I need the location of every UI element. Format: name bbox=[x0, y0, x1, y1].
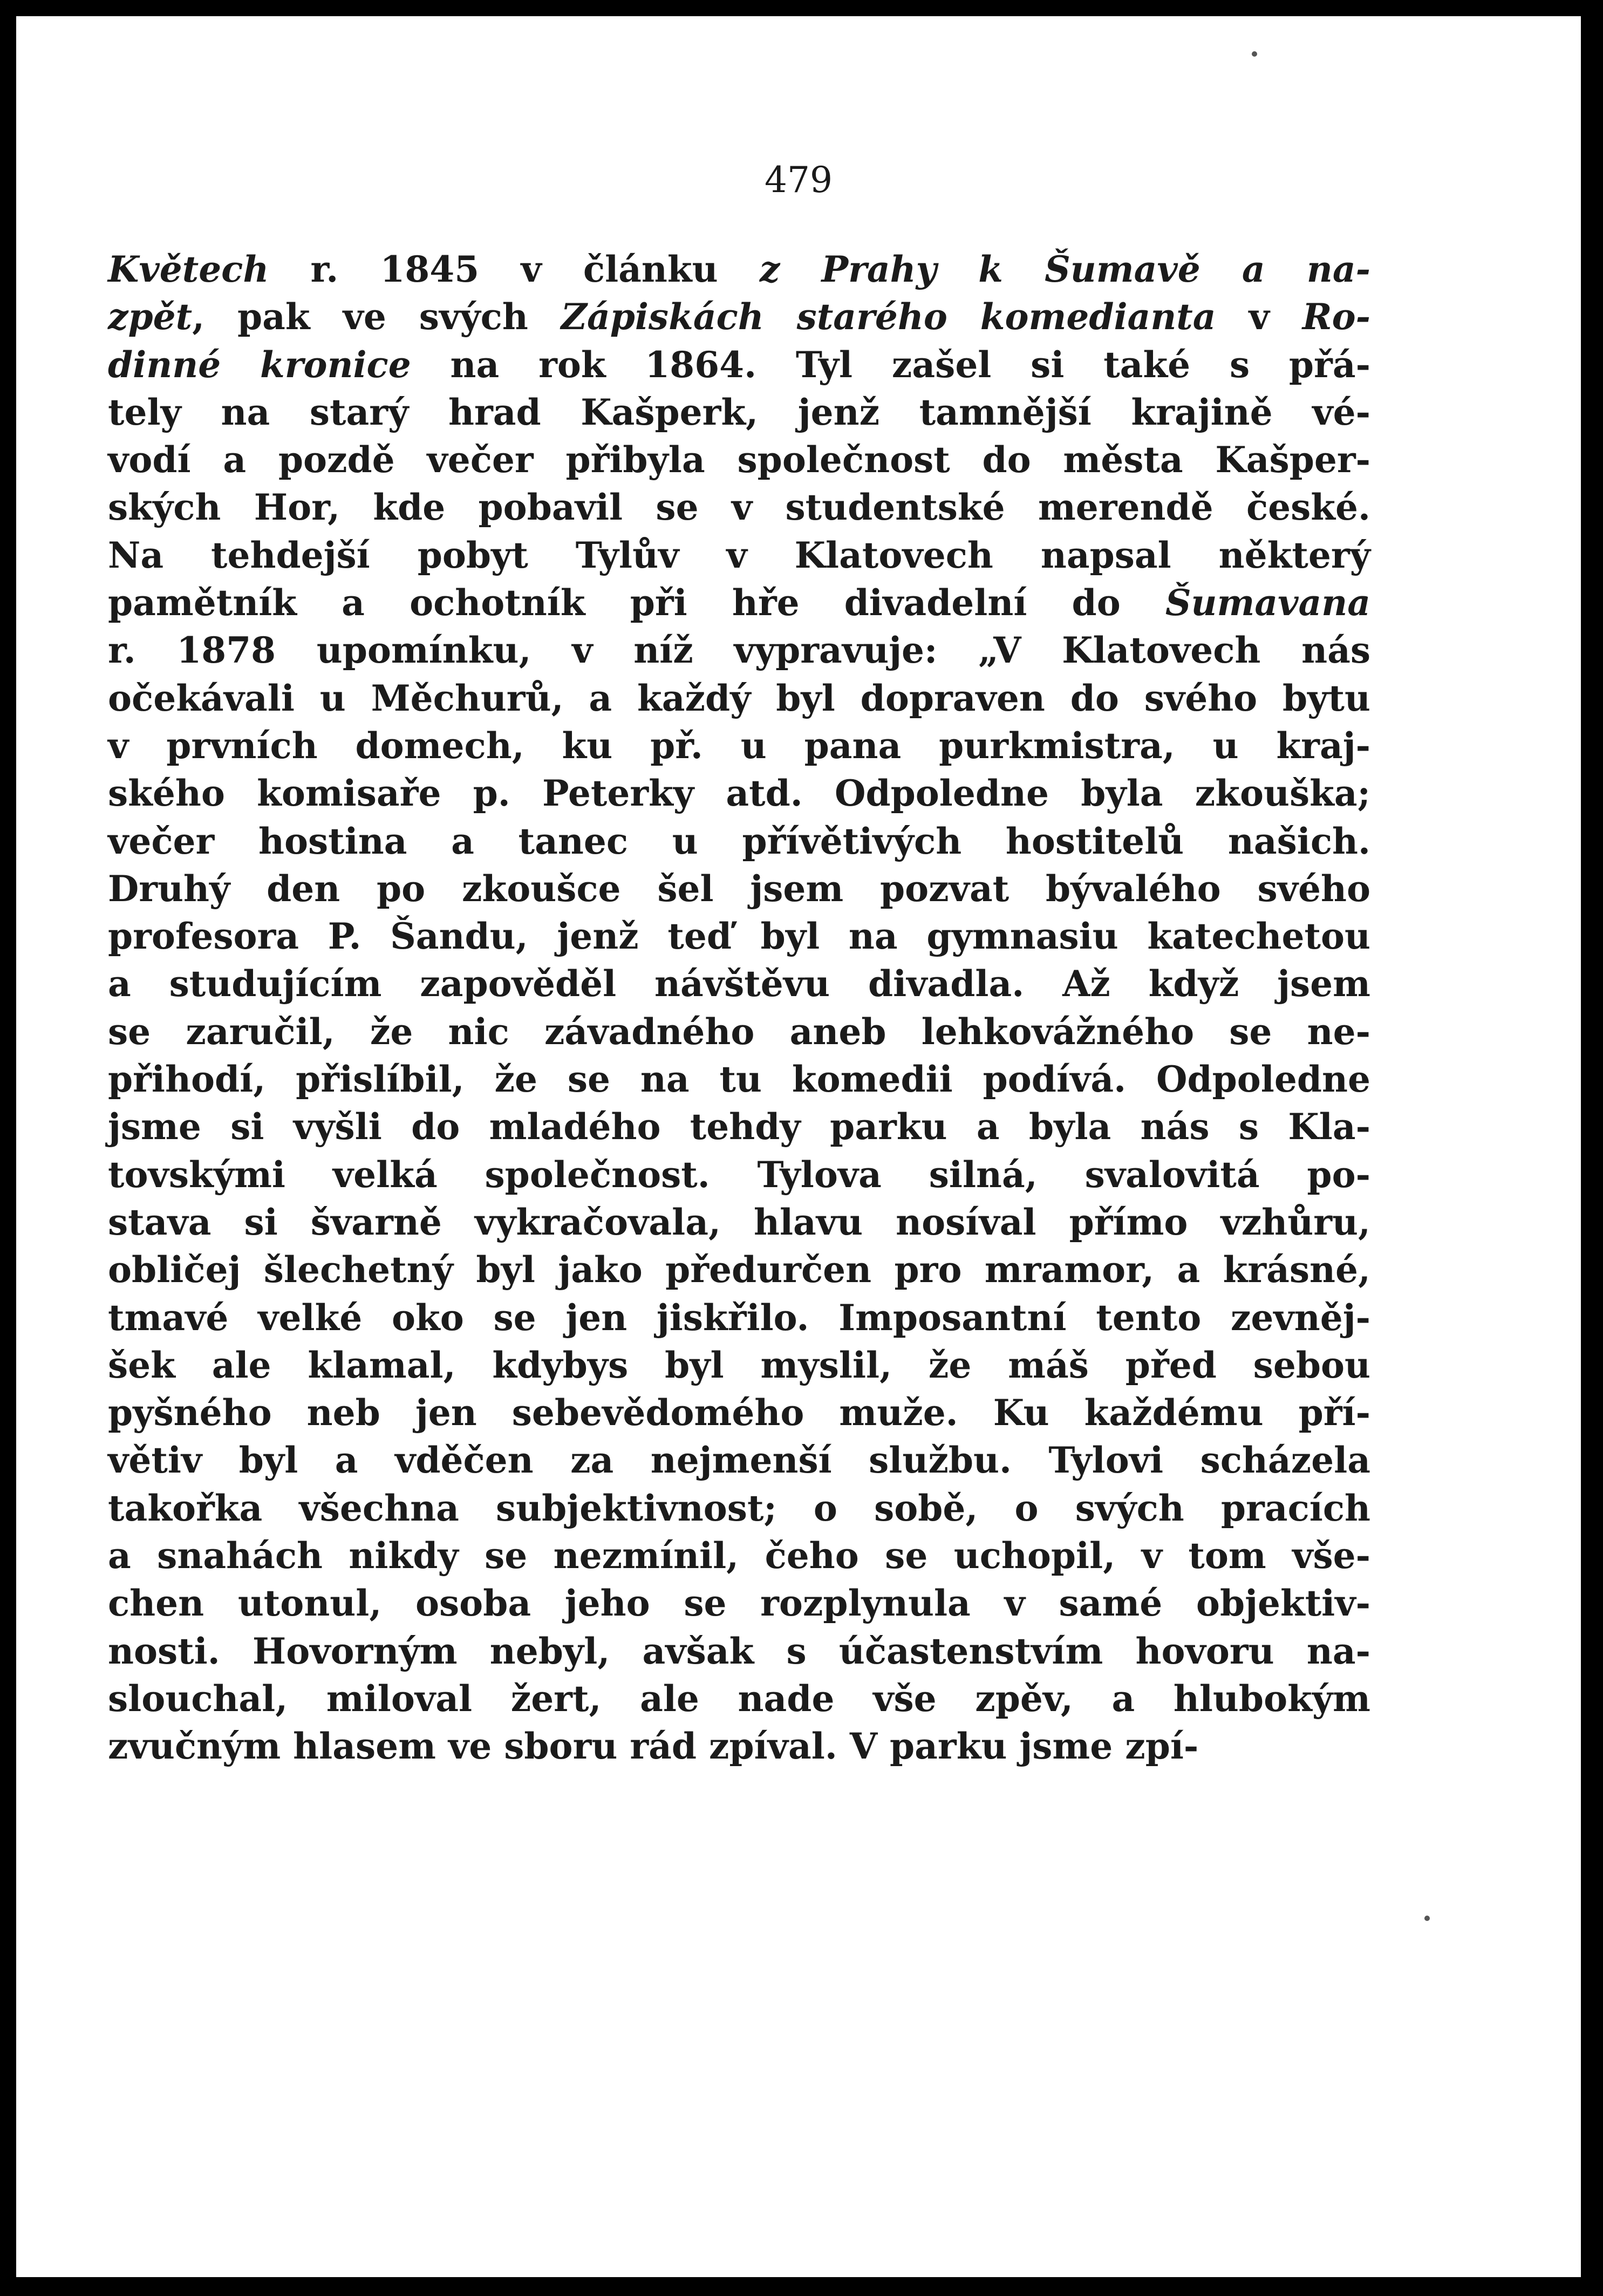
text-segment: r. 1845 v článku bbox=[269, 248, 760, 290]
italic-text-segment: dinné kronice bbox=[108, 343, 411, 386]
text-segment: tely na starý hrad Kašperk, jenž tamnější krajině vé- bbox=[108, 391, 1370, 433]
text-line bbox=[108, 1389, 1370, 1436]
text-segment: na rok 1864. Tyl zašel si také s přá- bbox=[411, 343, 1370, 386]
text-segment: a snahách nikdy se nezmínil, čeho se uchopil, v tom vše- bbox=[108, 1535, 1370, 1577]
dust-speck bbox=[1424, 1916, 1430, 1921]
text-line bbox=[108, 341, 1370, 389]
italic-text-segment: z Prahy k Šumavě a na- bbox=[759, 248, 1371, 290]
text-segment: ského komisaře p. Peterky atd. Odpoledne byla zkouška; bbox=[108, 772, 1370, 815]
text-line bbox=[108, 579, 1370, 626]
text-segment: r. 1878 upomínku, v níž vypravuje: „V Klatovech nás bbox=[108, 629, 1370, 672]
text-line bbox=[108, 960, 1370, 1007]
italic-text-segment: Ro- bbox=[1302, 296, 1371, 338]
text-segment: větiv byl a vděčen za nejmenší službu. Tylovi scházela bbox=[108, 1439, 1370, 1482]
text-segment: slouchal, miloval žert, ale nade vše zpěv, a hlubokým bbox=[108, 1677, 1370, 1720]
book-page bbox=[16, 16, 1581, 2277]
text-line bbox=[108, 1103, 1370, 1150]
text-segment: v bbox=[1216, 296, 1302, 338]
body-text bbox=[108, 246, 1370, 1770]
text-line bbox=[108, 865, 1370, 912]
text-line bbox=[108, 675, 1370, 722]
text-segment: a studujícím zapověděl návštěvu divadla. Až když jsem bbox=[108, 963, 1370, 1005]
text-line bbox=[108, 1341, 1370, 1389]
text-segment: šek ale klamal, kdybys byl myslil, že máš před sebou bbox=[108, 1344, 1370, 1386]
text-line bbox=[108, 912, 1370, 960]
text-segment: Druhý den po zkoušce šel jsem pozvat bývalého svého bbox=[108, 867, 1370, 910]
text-line bbox=[108, 1484, 1370, 1532]
italic-text-segment: zpět bbox=[108, 296, 193, 338]
text-line bbox=[108, 769, 1370, 817]
text-segment: ských Hor, kde pobavil se v studentské merendě české. bbox=[108, 486, 1370, 529]
text-segment: chen utonul, osoba jeho se rozplynula v samé objektiv- bbox=[108, 1582, 1370, 1625]
text-segment: tovskými velká společnost. Tylova silná, svalovitá po- bbox=[108, 1153, 1370, 1196]
text-line bbox=[108, 1675, 1370, 1722]
text-segment: profesora P. Šandu, jenž teď byl na gymnasiu katechetou bbox=[108, 915, 1370, 958]
page-number: 479 bbox=[765, 159, 833, 201]
text-segment: přihodí, přislíbil, že se na tu komedii podívá. Odpoledne bbox=[108, 1058, 1370, 1101]
text-segment: očekávali u Měchurů, a každý byl dopraven do svého bytu bbox=[108, 677, 1370, 719]
text-line bbox=[108, 1055, 1370, 1103]
text-line bbox=[108, 1627, 1370, 1675]
text-segment: nosti. Hovorným nebyl, avšak s účastenstvím hovoru na- bbox=[108, 1630, 1370, 1672]
text-segment: tmavé velké oko se jen jiskřilo. Imposantní tento zevněj- bbox=[108, 1296, 1370, 1339]
dust-speck bbox=[1252, 51, 1257, 57]
italic-text-segment: Zápiskách starého komedianta bbox=[561, 296, 1216, 338]
text-segment: , pak ve svých bbox=[192, 296, 561, 338]
text-segment: se zaručil, že nic závadného aneb lehkovážného se ne- bbox=[108, 1010, 1370, 1053]
text-line bbox=[108, 293, 1370, 340]
text-segment: večer hostina a tanec u přívětivých hostitelů našich. bbox=[108, 820, 1370, 862]
text-line bbox=[108, 817, 1370, 865]
text-line bbox=[108, 1198, 1370, 1246]
text-line bbox=[108, 436, 1370, 483]
text-line bbox=[108, 722, 1370, 769]
text-segment: stava si švarně vykračovala, hlavu nosíval přímo vzhůru, bbox=[108, 1201, 1370, 1243]
text-segment: v prvních domech, ku př. u pana purkmistra, u kraj- bbox=[108, 724, 1370, 767]
text-segment: jsme si vyšli do mladého tehdy parku a byla nás s Kla- bbox=[108, 1106, 1370, 1148]
text-segment: pamětník a ochotník při hře divadelní do bbox=[108, 582, 1165, 624]
text-segment: pyšného neb jen sebevědomého muže. Ku každému pří- bbox=[108, 1392, 1370, 1434]
text-segment: zvučným hlasem ve sboru rád zpíval. V parku jsme zpí- bbox=[108, 1725, 1199, 1768]
text-line bbox=[108, 1294, 1370, 1341]
text-line bbox=[108, 532, 1370, 579]
text-line bbox=[108, 1151, 1370, 1198]
text-segment: takořka všechna subjektivnost; o sobě, o svých pracích bbox=[108, 1487, 1370, 1529]
text-line bbox=[108, 1532, 1370, 1579]
italic-text-segment: Šumavana bbox=[1165, 582, 1370, 624]
text-line bbox=[108, 1246, 1370, 1293]
italic-text-segment: Květech bbox=[108, 248, 269, 290]
text-line bbox=[108, 483, 1370, 531]
text-segment: Na tehdejší pobyt Tylův v Klatovech napsal některý bbox=[108, 534, 1370, 576]
text-line bbox=[108, 1008, 1370, 1055]
text-line bbox=[108, 626, 1370, 674]
text-line bbox=[108, 389, 1370, 436]
text-line bbox=[108, 1436, 1370, 1484]
text-segment: vodí a pozdě večer přibyla společnost do města Kašper- bbox=[108, 439, 1370, 481]
text-line bbox=[108, 1722, 1370, 1770]
text-segment: obličej šlechetný byl jako předurčen pro mramor, a krásné, bbox=[108, 1249, 1370, 1291]
text-line bbox=[108, 1579, 1370, 1627]
text-line bbox=[108, 246, 1370, 293]
